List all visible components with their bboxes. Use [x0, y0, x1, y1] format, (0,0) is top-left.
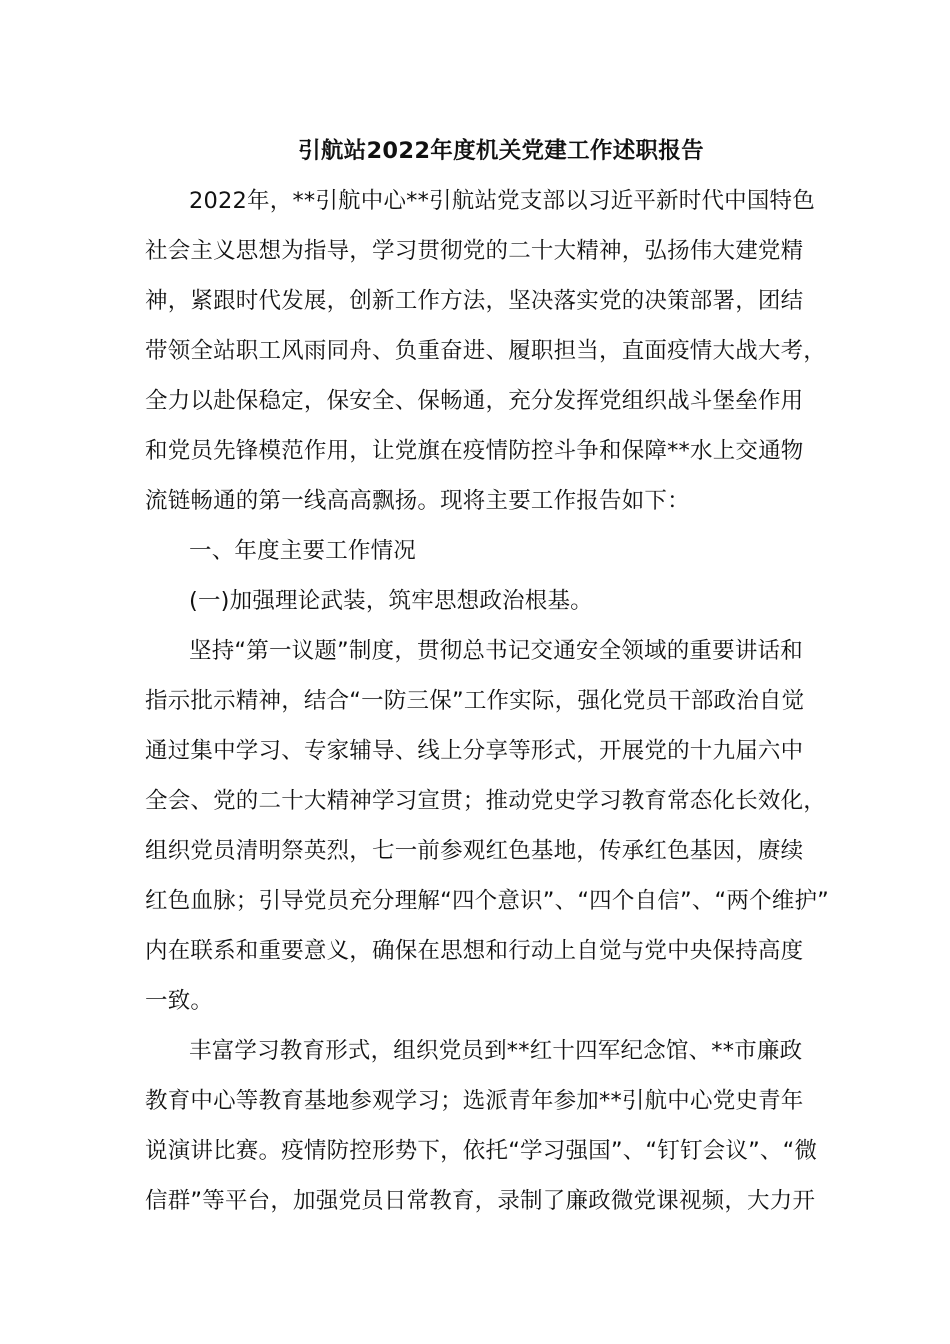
text-line: 教育中心等教育基地参观学习；选派青年参加**引航中心党史青年: [145, 1088, 804, 1114]
text-line: 组织党员清明祭英烈，七一前参观红色基地，传承红色基因，赓续: [145, 838, 804, 864]
text-line: 神，紧跟时代发展，创新工作方法，坚决落实党的决策部署，团结: [145, 288, 804, 314]
text-line: 信群”等平台，加强党员日常教育，录制了廉政微党课视频，大力开: [145, 1188, 816, 1214]
text-line: (一)加强理论武装，筑牢思想政治根基。: [189, 588, 593, 614]
text-line: 一、年度主要工作情况: [189, 538, 417, 564]
text-line: 内在联系和重要意义，确保在思想和行动上自觉与党中央保持高度: [145, 938, 804, 964]
text-line: 2022年，**引航中心**引航站党支部以习近平新时代中国特色: [189, 188, 815, 214]
text-line: 社会主义思想为指导，学习贯彻党的二十大精神，弘扬伟大建党精: [145, 238, 804, 264]
text-line: 红色血脉；引导党员充分理解“四个意识”、“四个自信”、“两个维护”: [145, 888, 830, 914]
text-line: 丰富学习教育形式，组织党员到**红十四军纪念馆、**市廉政: [189, 1038, 803, 1064]
text-line: 一致。: [145, 988, 214, 1014]
document-body: [145, 183, 835, 1233]
text-line: 坚持“第一议题”制度，贯彻总书记交通安全领域的重要讲话和: [189, 638, 803, 664]
text-line: 全力以赴保稳定，保安全、保畅通，充分发挥党组织战斗堡垒作用: [145, 388, 804, 414]
text-line: 说演讲比赛。疫情防控形势下，依托“学习强国”、“钉钉会议”、“微: [145, 1138, 818, 1164]
text-line: 通过集中学习、专家辅导、线上分享等形式，开展党的十九届六中: [145, 738, 804, 764]
text-line: 指示批示精神，结合“一防三保”工作实际，强化党员干部政治自觉: [145, 688, 805, 714]
text-line: 流链畅通的第一线高高飘扬。现将主要工作报告如下：: [145, 488, 690, 514]
text-line: 全会、党的二十大精神学习宣贯；推动党史学习教育常态化长效化，: [145, 788, 827, 814]
text-line: 带领全站职工风雨同舟、负重奋进、履职担当，直面疫情大战大考，: [145, 338, 827, 364]
document-title: 引航站2022年度机关党建工作述职报告: [298, 138, 704, 164]
text-line: 和党员先锋模范作用，让党旗在疫情防控斗争和保障**水上交通物: [145, 438, 804, 464]
